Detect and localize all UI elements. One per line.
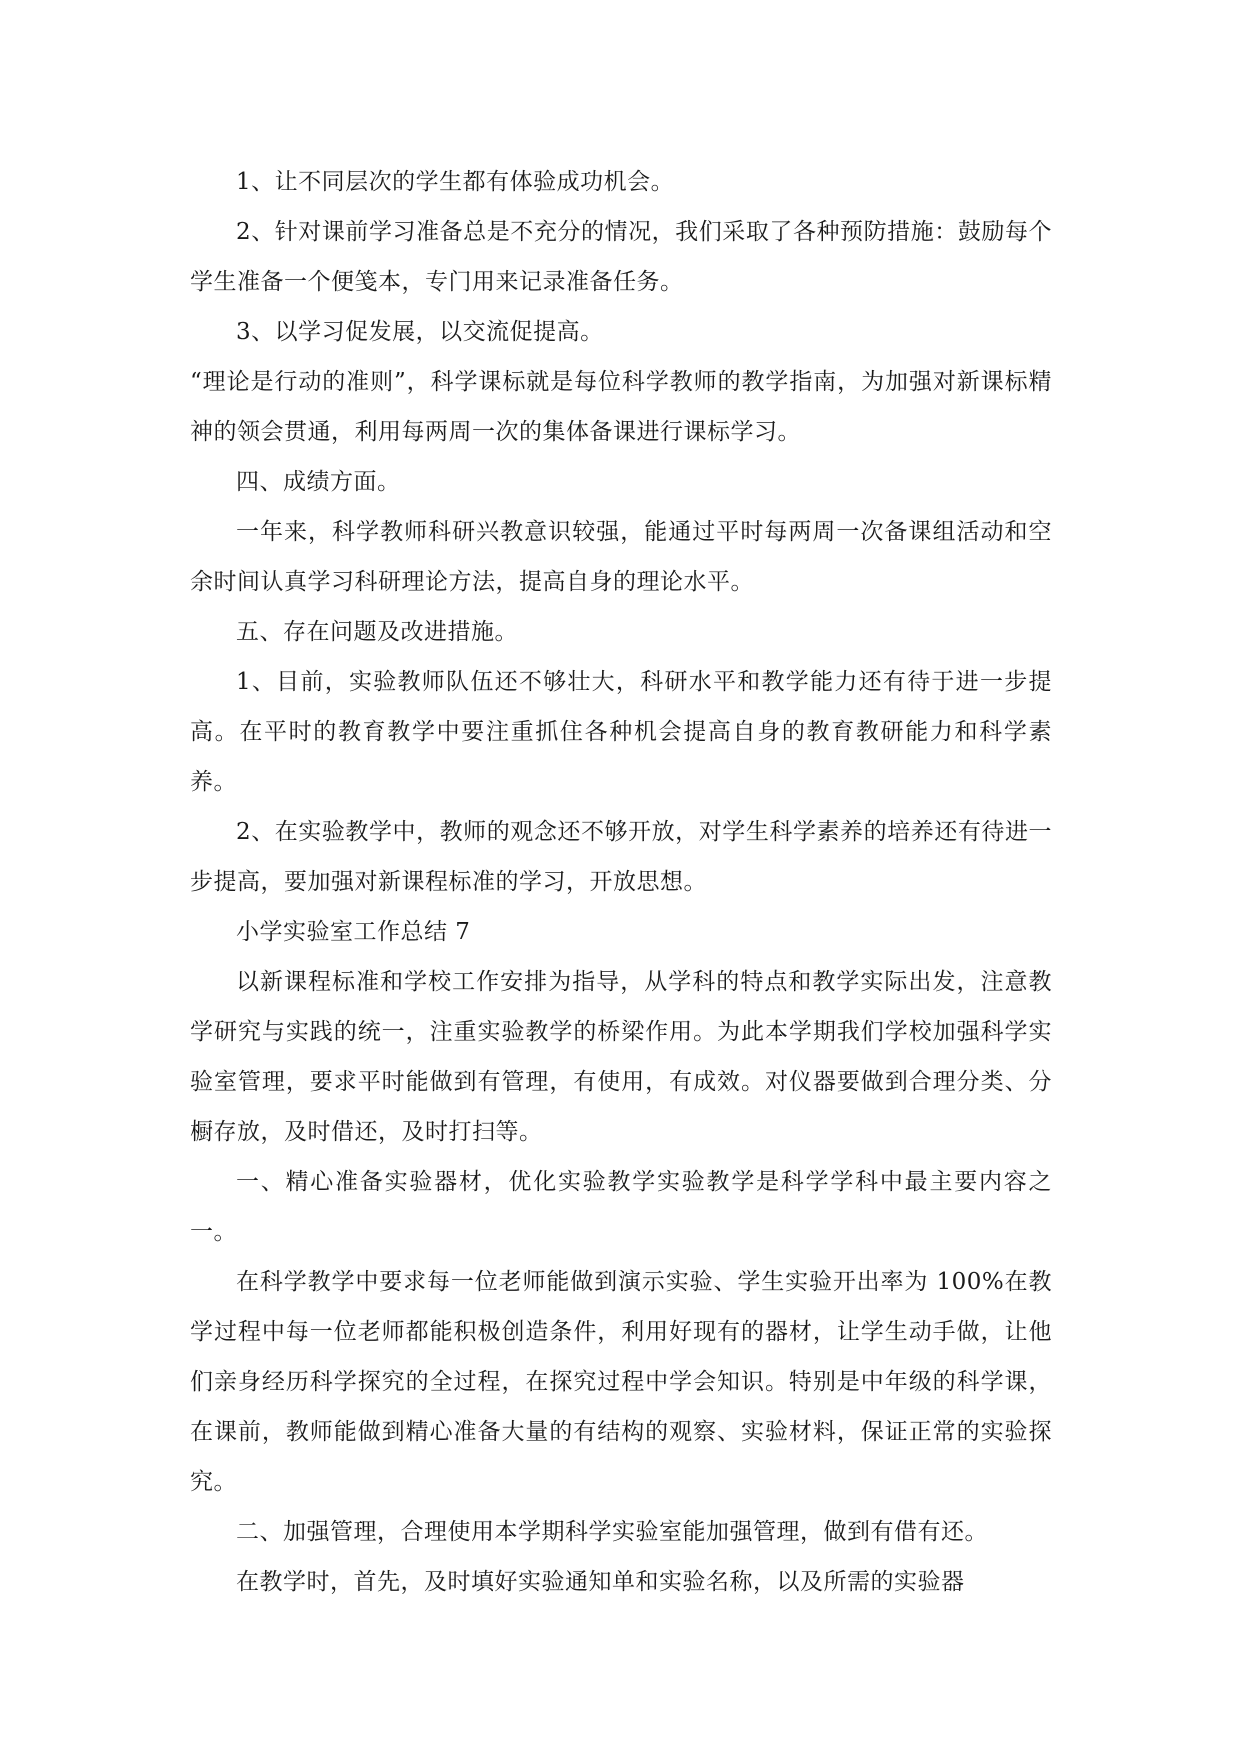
section-heading-management: 二、加强管理，合理使用本学期科学实验室能加强管理，做到有借有还。	[236, 1519, 988, 1545]
section-heading-achievements: 四、成绩方面。	[236, 469, 401, 495]
paragraph-9: 2、在实验教学中，教师的观念还不够开放，对学生科学素养的培养还有待进一步提高，要加强对新课程标准的学习，开放思想。	[190, 819, 1052, 895]
paragraph-1: 1、让不同层次的学生都有体验成功机会。	[236, 169, 675, 195]
paragraph-13: 在科学教学中要求每一位老师能做到演示实验、学生实验开出率为 100%在教学过程中每一位老师都能积极创造条件，利用好现有的器材，让学生动手做，让他们亲身经历科学探究的全过程，在探究过程中学会知识。特别是中年级的科学课，在课前，教师能做到精心准备大量的有结构的观察、实验材料，保证正常的实验探究。	[190, 1269, 1052, 1495]
paragraph-11: 以新课程标准和学校工作安排为指导，从学科的特点和教学实际出发，注意教学研究与实践的统一，注重实验教学的桥梁作用。为此本学期我们学校加强科学实验室管理，要求平时能做到有管理，有使用，有成效。对仪器要做到合理分类、分橱存放，及时借还，及时打扫等。	[190, 969, 1052, 1145]
document-body	[190, 157, 1052, 1607]
section-heading-equipment: 一、精心准备实验器材，优化实验教学实验教学是科学学科中最主要内容之一。	[190, 1169, 1052, 1245]
paragraph-6: 一年来，科学教师科研兴教意识较强，能通过平时每两周一次备课组活动和空余时间认真学习科研理论方法，提高自身的理论水平。	[190, 519, 1052, 595]
paragraph-2: 2、针对课前学习准备总是不充分的情况，我们采取了各种预防措施：鼓励每个学生准备一个便笺本，专门用来记录准备任务。	[190, 219, 1052, 295]
article-title: 小学实验室工作总结 7	[236, 919, 471, 945]
section-heading-problems: 五、存在问题及改进措施。	[236, 619, 518, 645]
paragraph-15: 在教学时，首先，及时填好实验通知单和实验名称，以及所需的实验器	[236, 1569, 965, 1595]
paragraph-8: 1、目前，实验教师队伍还不够壮大，科研水平和教学能力还有待于进一步提高。在平时的教育教学中要注重抓住各种机会提高自身的教育教研能力和科学素养。	[190, 669, 1052, 795]
paragraph-4: “理论是行动的准则”，科学课标就是每位科学教师的教学指南，为加强对新课标精神的领会贯通，利用每两周一次的集体备课进行课标学习。	[190, 369, 1052, 445]
paragraph-3: 3、以学习促发展，以交流促提高。	[236, 319, 604, 345]
